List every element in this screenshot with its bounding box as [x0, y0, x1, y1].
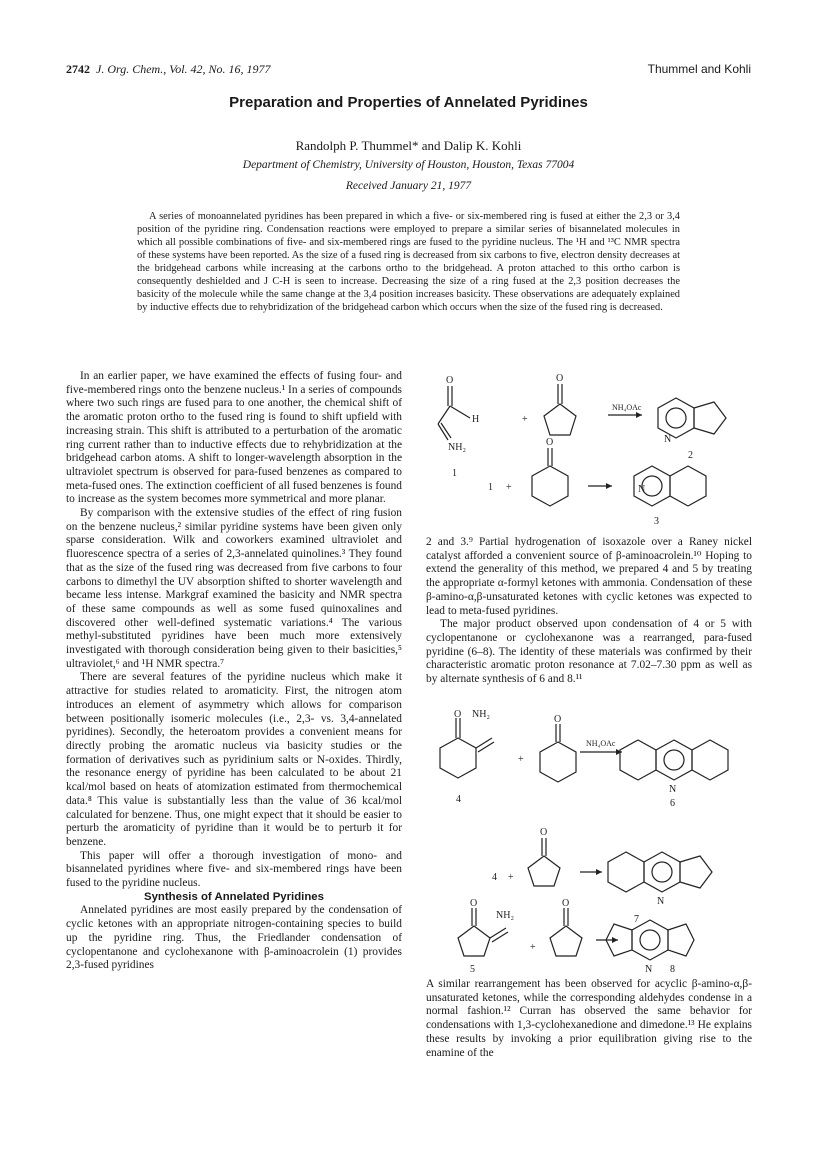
- scheme-lower: [426, 710, 756, 972]
- left-column: [66, 370, 402, 973]
- atom-label: N: [645, 964, 653, 972]
- section-heading: Synthesis of Annelated Pyridines: [144, 890, 324, 903]
- author-list: Randolph P. Thummel* and Dalip K. Kohli: [295, 138, 522, 153]
- paragraph: By comparison with the extensive studies of the effect of ring fusion on the benzene nucleus,² similar pyridine systems have been given only sparse consideration. Wilk and coworkers examined ultraviolet and fluorescence spectra of a series of 2,3-annelated quinolines.³ They found that as the size of the fused ring was decreased from five carbons to four carbons to dimethyl the UV absorption shifted to shorter wavelength and became less intense. Markgraf examined the basicity and NMR spectra of these same compounds as well as some fused quinoxalines and discovered other well-defined systematic variations.⁴ The various methyl-substituted pyridines have been much more extensively investigated with thorough consideration being given to their basicities,⁵ ultraviolet,⁶ and ¹H NMR spectra.⁷: [66, 507, 402, 670]
- compound-label: 4: [492, 872, 497, 883]
- reagent-label: NH₄OAc: [586, 739, 616, 748]
- header-left: [66, 62, 271, 77]
- running-authors: Thummel and Kohli: [647, 62, 751, 76]
- plus-sign: +: [522, 414, 528, 425]
- compound-label: 4: [456, 794, 461, 805]
- atom-label: O: [540, 827, 548, 838]
- compound-label: 7: [634, 914, 639, 925]
- article-title: Preparation and Properties of Annelated Pyridines: [229, 94, 588, 111]
- right-column-upper: [426, 536, 752, 687]
- paragraph: A similar rearrangement has been observed for acyclic β-amino-α,β-unsaturated ketones, while the corresponding aldehydes condense in a normal fashion.¹² Curran has observed the same behavior for condensations with 1,3-cyclohexanedione and dimedone.¹³ He explains these results by invoking a prior equilibration giving rise to the enamine of the: [426, 978, 752, 1059]
- atom-label: N: [657, 896, 665, 907]
- right-column-lower: [426, 978, 752, 1060]
- paragraph: The major product observed upon condensation of 4 or 5 with cyclopentanone or cyclohexanone was a rearranged, para-fused pyridine (6–8). The identity of these materials was confirmed by their characteristic aromatic proton resonance at 7.02–7.30 ppm as well as by alternate synthesis of 6 and 8.¹¹: [426, 618, 752, 686]
- compound-label: 2: [688, 450, 693, 461]
- plus-sign: +: [506, 482, 512, 493]
- page-number: 2742: [66, 62, 90, 76]
- plus-sign: +: [530, 942, 536, 953]
- atom-label: O: [562, 898, 570, 909]
- atom-label: N: [638, 484, 646, 495]
- atom-label: O: [470, 898, 478, 909]
- atom-label: NH₂: [496, 910, 514, 921]
- atom-label: O: [454, 710, 462, 720]
- paragraph: 2 and 3.⁹ Partial hydrogenation of isoxazole over a Raney nickel catalyst afforded a convenient source of β-aminoacrolein.¹⁰ Hoping to extend the generality of this method, we prepared 4 and 5 by treating the appropriate α-formyl ketones with ammonia. Condensation of these β-amino-α,β-unsaturated ketones with cyclic ketones was expected to lead to meta-fused pyridines.: [426, 536, 752, 617]
- atom-label: N: [664, 434, 672, 445]
- atom-label: O: [546, 437, 554, 448]
- compound-label: 5: [470, 964, 475, 972]
- compound-label: 1: [488, 482, 493, 493]
- atom-label: O: [556, 373, 564, 384]
- running-header: [66, 62, 751, 80]
- reagent-label: NH₄OAc: [612, 403, 642, 412]
- plus-sign: +: [508, 872, 514, 883]
- compound-label: 6: [670, 798, 675, 809]
- atom-label: O: [446, 375, 454, 386]
- affiliation: Department of Chemistry, University of Houston, Houston, Texas 77004: [242, 159, 575, 171]
- atom-label: NH₂: [472, 710, 490, 720]
- scheme-upper: [426, 372, 756, 532]
- compound-label: 1: [452, 468, 457, 479]
- abstract: A series of monoannelated pyridines has been prepared in which a five- or six-membered ring is fused at either the 2,3 or 3,4 position of the pyridine ring. Condensation reactions were employed to prepare a similar series of bisannelated molecules in which all possible combinations of five- and six-membered rings are fused to the pyridine nucleus. The ¹H and ¹³C NMR spectra of these systems have been reported. As the size of a fused ring is decreased from six carbons to five, electron density decreases at the bridgehead carbons while increasing at the carbons ortho to the bridgehead. A proton attached to this ortho carbon is consequently deshielded and J C-H is seen to increase. Decreasing the size of a ring fused at the 2,3 position decreases the basicity of the molecule while the same change at the 3,4 position increases basicity. These observations are adequately explained by inductive effects due to rehybridization of the bridgehead carbon which occurs when the size of the fused ring is decreased.: [137, 211, 680, 314]
- atom-label: H: [472, 414, 480, 425]
- compound-label: 8: [670, 964, 675, 972]
- plus-sign: +: [518, 754, 524, 765]
- paragraph: In an earlier paper, we have examined the effects of fusing four- and five-membered rings onto the benzene nucleus.¹ In a series of compounds where two such rings are fused para to one another, the chemical shift of the aromatic proton ortho to the fused ring is found to shift upfield with increasing strain. This shift is attributed to a perturbation of the aromatic ring current rather than to inductive effects due to rehybridization at the bridgehead carbon atoms. A shift to longer-wavelength absorption in the ultraviolet spectrum is observed for para-fused benzenes as compared to meta-fused ones. The extinction coefficient of all fused benzenes is found to increase as the system becomes more symmetrical and more planar.: [66, 370, 402, 506]
- paragraph: This paper will offer a thorough investigation of mono- and bisannelated pyridines where five- and six-membered rings have been fused to the pyridine nucleus.: [66, 849, 402, 890]
- atom-label: N: [669, 784, 677, 795]
- paragraph: There are several features of the pyridine nucleus which make it attractive for studies related to aromaticity. First, the nitrogen atom introduces an element of asymmetry which allows for comparison between positionally isomeric molecules (i.e., 2,3- vs. 3,4-annelated pyridines). Secondly, the heteroatom provides a convenient means for directly probing the aromatic nucleus via basicity studies or the formation of derivatives such as pyridinium salts or N-oxides. Thirdly, the resonance energy of pyridine has been calculated to be about 21 kcal/mol based on heats of atomization estimated from thermochemical data.⁸ This value is substantially less than the value of 36 kcal/mol calculated for benzene. Thus, one might expect that it should be easier to perturb the aromaticity of pyridine than it would be to perturb it for benzene.: [66, 671, 402, 848]
- journal-citation: J. Org. Chem., Vol. 42, No. 16, 1977: [96, 62, 271, 76]
- atom-label: O: [554, 714, 562, 725]
- compound-label: 3: [654, 516, 659, 527]
- atom-label: NH₂: [448, 442, 466, 453]
- received-date: Received January 21, 1977: [345, 180, 472, 192]
- paragraph: Annelated pyridines are most easily prepared by the condensation of cyclic ketones with an appropriate nitrogen-containing species to build up the pyridine ring. Thus, the Friedlander condensation of cyclopentanone and cyclohexanone with β-aminoacrolein (1) provides 2,3-fused pyridines: [66, 904, 402, 972]
